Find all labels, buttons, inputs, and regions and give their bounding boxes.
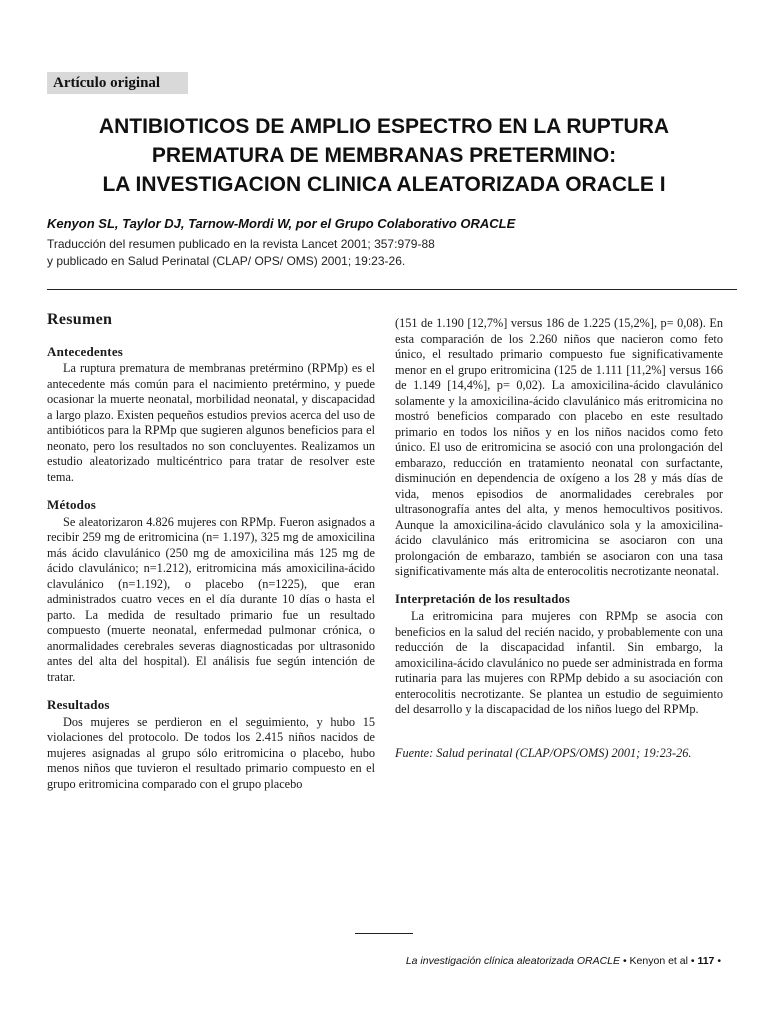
footer-separator: • bbox=[687, 955, 698, 967]
header-divider bbox=[47, 289, 737, 290]
resultados-text-right: (151 de 1.190 [12,7%] versus 186 de 1.225 (15,2%], p= 0,08). En esta comparación de los 2.260 niños que nacieron como feto único, el resultado primario compuesto fue significativamente menor en el grupo eritromicina (125 de 1.111 [11,2%] versus 166 de 1.149 [14,4%], p= 0,02). La amoxicilina-ácido clavulánico solamente y la amoxicilina-ácido clavulánico más eritromicina no mostró beneficios comparado con placebo en este resultado primario en todos los niños y en los niños nacidos como feto único. El uso de eritromicina se asoció con una prolongación del embarazo, reducción en tratamiento neonatal con surfactante, disminución en dependencia de oxígeno a los 28 y más días de vida, menos episodios de anormalidades cerebrales por ultrasonografía antes del alta, y menos hemocultivos positivos. Aunque la amoxicilina-ácido clavulánico sola y la amoxicilina-ácido clavulánico más eritromicina se asociaron con una prolongación de embarazo, también se asociaron con una tasa significativamente más alta de enterocolitis necrotizante neonatal. bbox=[395, 316, 723, 578]
section-heading-interpretacion: Interpretación de los resultados bbox=[395, 591, 571, 606]
page-footer bbox=[406, 955, 721, 967]
article-type-label: Artículo original bbox=[47, 72, 188, 94]
section-heading-resultados: Resultados bbox=[47, 697, 110, 712]
source-citation: Fuente: Salud perinatal (CLAP/OPS/OMS) 2001; 19:23-26. bbox=[395, 745, 692, 760]
interpretacion-text: La eritromicina para mujeres con RPMp se asocia con beneficios en la salud del recién nacido, y probablemente con una reducción de la discapacidad infantil. Sin embargo, la amoxicilina-ácido clavulánico no puede ser administrada en forma rutinaria para las mujeres con RPMp debido a su asociación con enterocolitis necrotizante. Se plantea un estudio de seguimiento del desarrollo y la discapacidad de los niños luego del RPMp. bbox=[395, 609, 723, 716]
resultados-text-left: Dos mujeres se perdieron en el seguimiento, y hubo 15 violaciones del protocolo. De todos los 2.415 niños nacidos de mujeres asignadas al grupo sólo eritromicina o placebo, hubo menos niños que tuvieron el resultado primario compuesto en el grupo eritromicina comparado con el grupo placebo bbox=[47, 714, 375, 791]
page-number: 117 bbox=[697, 955, 715, 967]
section-heading-metodos: Métodos bbox=[47, 497, 97, 512]
footer-divider bbox=[355, 933, 413, 934]
right-column bbox=[395, 316, 723, 761]
left-column bbox=[47, 312, 375, 792]
translation-note bbox=[47, 236, 737, 270]
translation-line: y publicado en Salud Perinatal (CLAP/ OPS/ OMS) 2001; 19:23-26. bbox=[47, 254, 406, 268]
authors-line: Kenyon SL, Taylor DJ, Tarnow-Mordi W, por el Grupo Colaborativo ORACLE bbox=[47, 216, 516, 231]
title-line: LA INVESTIGACION CLINICA ALEATORIZADA ORACLE I bbox=[102, 173, 666, 196]
footer-authors: Kenyon et al bbox=[629, 955, 688, 967]
metodos-text: Se aleatorizaron 4.826 mujeres con RPMp. Fueron asignados a recibir 259 mg de eritromicina (n= 1.197), 325 mg de amoxicilina más ácido clavulánico (250 mg de amoxicilina más 125 mg de ácido clavulánico; n=1.212), eritromicina más amoxicilina-ácido clavulánico (n=1.192), o placebo (n=1225), que eran administrados cuatro veces en el día durante 10 días o hasta el parto. La medida de resultado primario fue un resultado compuesto (muerte neonatal, enfermedad pulmonar crónica, o anormalidades cerebrales severas diagnosticadas por ultrasonido antes del alta del hospital). El análisis fue según intención de tratar. bbox=[47, 514, 375, 684]
running-title: La investigación clínica aleatorizada ORACLE bbox=[405, 955, 621, 967]
antecedentes-text: La ruptura prematura de membranas pretérmino (RPMp) es el antecedente más común para el nacimiento pretérmino, y puede ocasionar la muerte neonatal, morbilidad neonatal, y discapacidad a largo plazo. Existen pequeños estudios previos acerca del uso de antibióticos para la RPMp que sugieren algunos beneficios para el neonato, pero los resultados no son concluyentes. Realizamos un estudio aleatorizado multicéntrico para tratar de resolver este tema. bbox=[47, 361, 375, 484]
footer-separator: • bbox=[620, 955, 630, 967]
abstract-heading: Resumen bbox=[47, 311, 113, 328]
section-heading-antecedentes: Antecedentes bbox=[47, 343, 124, 359]
title-line: ANTIBIOTICOS DE AMPLIO ESPECTRO EN LA RUPTURA bbox=[98, 115, 670, 138]
article-title bbox=[30, 112, 738, 199]
title-line: PREMATURA DE MEMBRANAS PRETERMINO: bbox=[151, 144, 617, 167]
footer-separator: • bbox=[714, 955, 721, 967]
translation-line: Traducción del resumen publicado en la revista Lancet 2001; 357:979-88 bbox=[47, 237, 435, 251]
